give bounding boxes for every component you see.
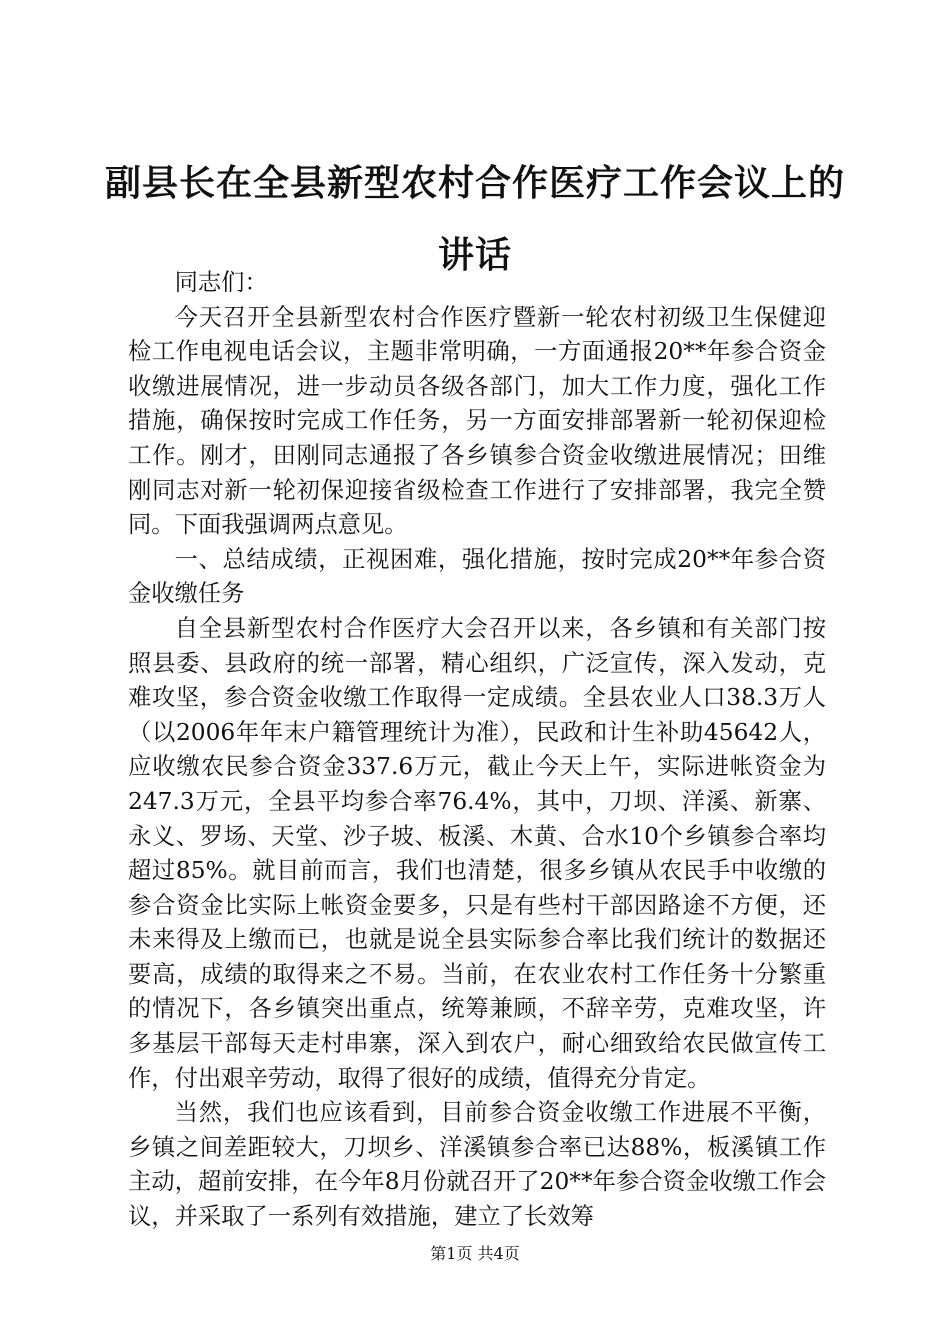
document-title: 副县长在全县新型农村合作医疗工作会议上的讲话	[104, 163, 845, 276]
salutation-paragraph: 同志们：	[174, 269, 268, 296]
document-body	[128, 266, 826, 1235]
section-heading-1: 一、总结成绩，正视困难，强化措施，按时完成20**年参合资金收缴任务	[128, 545, 826, 608]
achievements-paragraph: 自全县新型农村合作医疗大会召开以来，各乡镇和有关部门按照县委、县政府的统一部署，精心组织，广泛宣传，深入发动，克难攻坚，参合资金收缴工作取得一定成绩。全县农业人口38.3万人（以2006年年末户籍管理统计为准），民政和计生补助45642人，应收缴农民参合资金337.6万元，截止今天上午，实际进帐资金为247.3万元，全县平均参合率76.4%，其中，刀坝、洋溪、新寨、永义、罗场、天堂、沙子坡、板溪、木黄、合水10个乡镇参合率均超过85%。就目前而言，我们也清楚，很多乡镇从农民手中收缴的参合资金比实际上帐资金要多，只是有些村干部因路途不方便，还未来得及上缴而已，也就是说全县实际参合率比我们统计的数据还要高，成绩的取得来之不易。当前，在农业农村工作任务十分繁重的情况下，各乡镇突出重点，统筹兼顾，不辞辛劳，克难攻坚，许多基层干部每天走村串寨，深入到农户，耐心细致给农民做宣传工作，付出艰辛劳动，取得了很好的成绩，值得充分肯定。	[128, 614, 826, 1092]
page-number-footer: 第1页 共4页	[430, 1244, 520, 1263]
problems-paragraph: 当然，我们也应该看到，目前参合资金收缴工作进展不平衡，乡镇之间差距较大，刀坝乡、洋溪镇参合率已达88%，板溪镇工作主动，超前安排，在今年8月份就召开了20**年参合资金收缴工作会议，并采取了一系列有效措施，建立了长效筹	[128, 1099, 826, 1231]
intro-paragraph: 今天召开全县新型农村合作医疗暨新一轮农村初级卫生保健迎检工作电视电话会议，主题非常明确，一方面通报20**年参合资金收缴进展情况，进一步动员各级各部门，加大工作力度，强化工作措施，确保按时完成工作任务，另一方面安排部署新一轮初保迎检工作。刚才，田刚同志通报了各乡镇参合资金收缴进展情况；田维刚同志对新一轮初保迎接省级检查工作进行了安排部署，我完全赞同。下面我强调两点意见。	[128, 303, 826, 539]
